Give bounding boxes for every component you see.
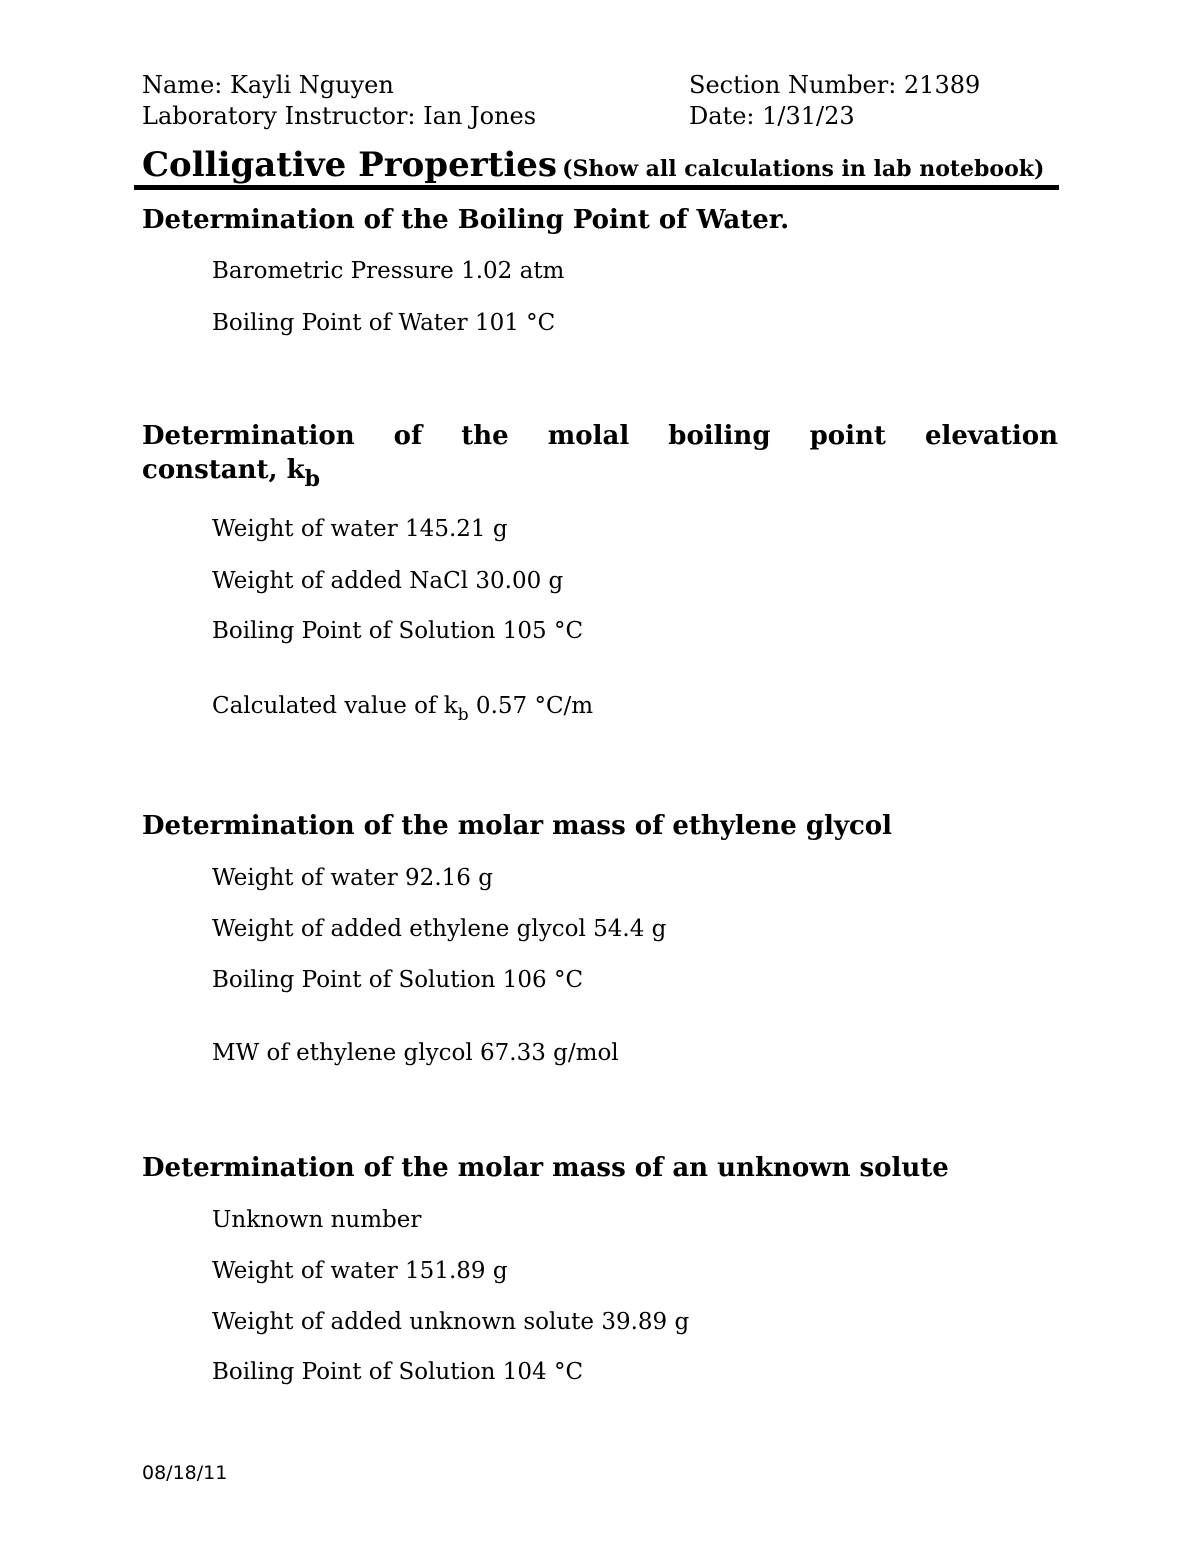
title-main: Colligative Properties xyxy=(142,145,558,185)
kb-label: Calculated value of k xyxy=(212,693,458,719)
lab-instructor: Laboratory Instructor: Ian Jones xyxy=(142,102,537,130)
section4-heading: Determination of the molar mass of an unknown solute xyxy=(142,1153,949,1183)
section2-heading-text: constant, k xyxy=(142,455,305,485)
kb-value: 0.57 °C/m xyxy=(468,693,594,719)
section1-heading: Determination of the Boiling Point of Water. xyxy=(142,205,790,235)
section2-water-weight: Weight of water 145.21 g xyxy=(212,516,508,542)
section3-water-weight: Weight of water 92.16 g xyxy=(212,865,493,891)
section3-heading: Determination of the molar mass of ethylene glycol xyxy=(142,811,893,841)
unknown-number: Unknown number xyxy=(212,1207,422,1233)
student-name: Name: Kayli Nguyen xyxy=(142,71,394,99)
section3-molar-mass: MW of ethylene glycol 67.33 g/mol xyxy=(212,1040,619,1066)
kb-subscript: b xyxy=(457,705,469,725)
barometric-pressure: Barometric Pressure 1.02 atm xyxy=(212,258,565,284)
title-note: (Show all calculations in lab notebook) xyxy=(562,156,1045,182)
section4-water-weight: Weight of water 151.89 g xyxy=(212,1258,508,1284)
section-number: Section Number: 21389 xyxy=(689,71,981,99)
kb-calculated xyxy=(212,691,593,723)
section2-heading-subscript: b xyxy=(304,466,320,492)
section2-nacl-weight: Weight of added NaCl 30.00 g xyxy=(212,568,564,594)
section4-boiling-point: Boiling Point of Solution 104 °C xyxy=(212,1359,584,1385)
section3-glycol-weight: Weight of added ethylene glycol 54.4 g xyxy=(212,916,667,942)
section3-boiling-point: Boiling Point of Solution 106 °C xyxy=(212,967,584,993)
section2-heading-line2 xyxy=(142,453,320,492)
footer-date: 08/18/11 xyxy=(142,1462,228,1484)
section2-heading-line1: Determination of the molal boiling point elevation xyxy=(142,421,1058,451)
title-rule xyxy=(134,185,1059,190)
report-date: Date: 1/31/23 xyxy=(689,102,855,130)
section4-solute-weight: Weight of added unknown solute 39.89 g xyxy=(212,1309,690,1335)
section2-boiling-point: Boiling Point of Solution 105 °C xyxy=(212,618,584,644)
boiling-point-water: Boiling Point of Water 101 °C xyxy=(212,310,556,336)
